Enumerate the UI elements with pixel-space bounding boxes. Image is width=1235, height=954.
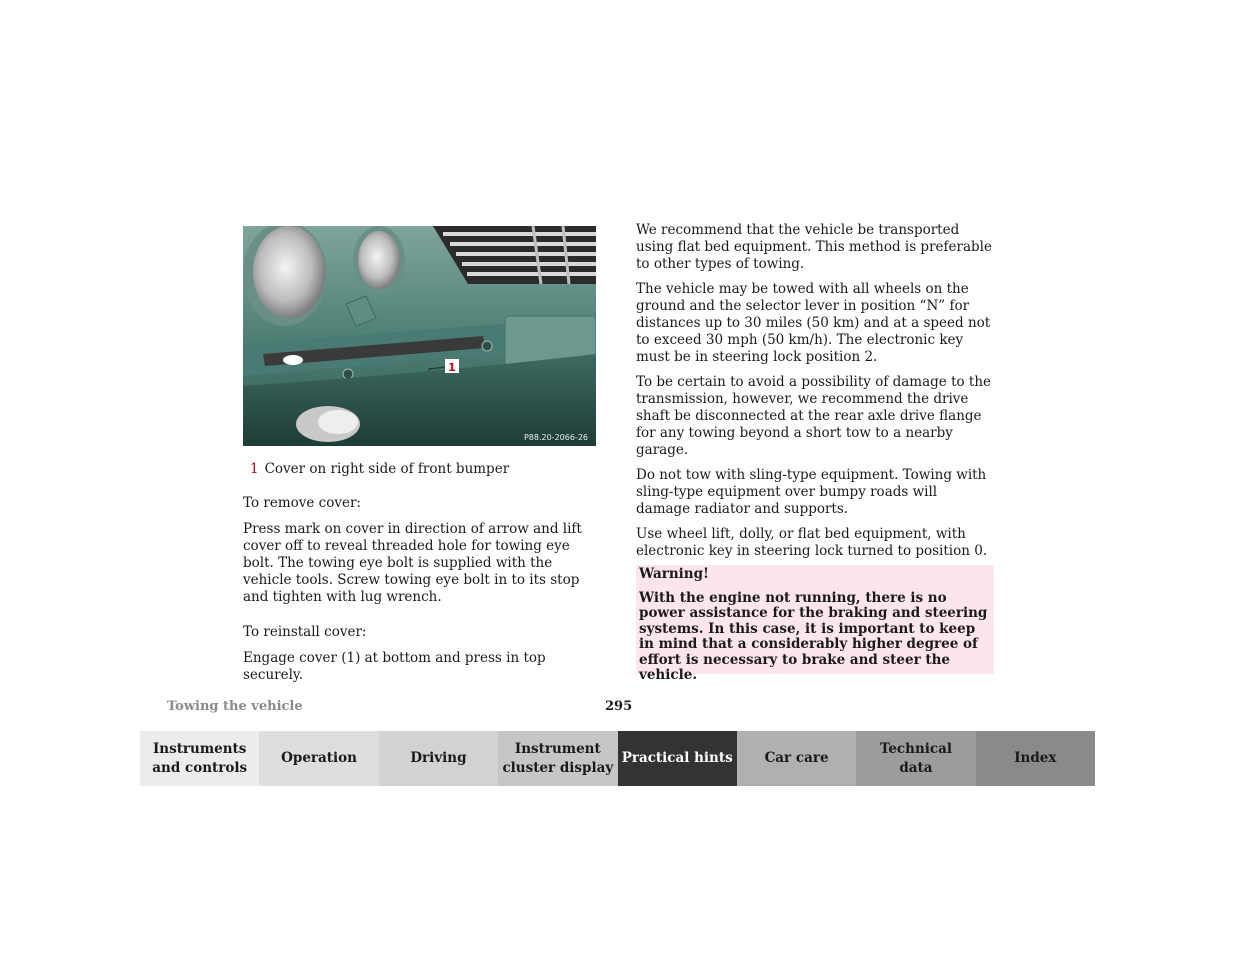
tab-technical-data[interactable]: Technical data [856,731,975,786]
tab-instrument-cluster-display[interactable]: Instrument cluster display [498,731,617,786]
caption-number: 1 [250,461,259,477]
paragraph-wheel-lift: Use wheel lift, dolly, or flat bed equipment, with electronic key in steering lock turned to position 0. [636,526,988,559]
figure-caption [250,461,509,477]
callout-number: 1 [448,361,456,374]
right-column [636,222,994,568]
tab-instruments-and-controls[interactable]: Instruments and controls [140,731,259,786]
tab-practical-hints[interactable]: Practical hints [618,731,737,786]
reinstall-cover-instructions: Engage cover (1) at bottom and press in top securely. [243,650,546,683]
headlight-right [358,231,400,289]
bumper-photo [243,226,596,446]
chapter-nav [140,731,1095,786]
headlight-left [253,226,325,318]
page-number: 295 [605,699,633,714]
section-title: Towing the vehicle [167,699,303,714]
tab-index[interactable]: Index [976,731,1095,786]
tab-operation[interactable]: Operation [259,731,378,786]
tab-driving[interactable]: Driving [379,731,498,786]
remove-cover-heading: To remove cover: [243,495,361,511]
warning-title: Warning! [639,566,709,582]
paragraph-wheels-on-ground: The vehicle may be towed with all wheels on the ground and the selector lever in position “N” for distances up to 30 miles (50 km) and at a speed not to exceed 30 mph (50 km/h). The electronic key must be in steering lock position 2. [636,281,991,365]
remove-cover-instructions: Press mark on cover in direction of arrow and lift cover off to reveal threaded hole for towing eye bolt. The towing eye bolt is supplied with the vehicle tools. Screw towing eye bolt in to its stop and tighten with lug wrench. [243,521,582,605]
figure-code: P88.20-2066-26 [523,433,588,442]
tab-car-care[interactable]: Car care [737,731,856,786]
caption-text: Cover on right side of front bumper [264,461,510,477]
warning-box [636,565,994,683]
paragraph-sling: Do not tow with sling-type equipment. Towing with sling-type equipment over bumpy roads will damage radiator and supports. [636,467,987,517]
reinstall-cover-heading: To reinstall cover: [243,624,367,640]
paragraph-transmission: To be certain to avoid a possibility of damage to the transmission, however, we recommend the drive shaft be disconnected at the rear axle drive flange for any towing beyond a short tow to a nearby garage. [636,374,992,458]
car-front-illustration [243,226,596,446]
warning-body: With the engine not running, there is no power assistance for the braking and steering systems. In this case, it is important to keep in mind that a considerably higher degree of effort is necessary to brake and steer the vehicle. [639,589,988,683]
left-column [243,495,603,693]
paragraph-flat-bed: We recommend that the vehicle be transported using flat bed equipment. This method is preferable to other types of towing. [636,222,992,272]
